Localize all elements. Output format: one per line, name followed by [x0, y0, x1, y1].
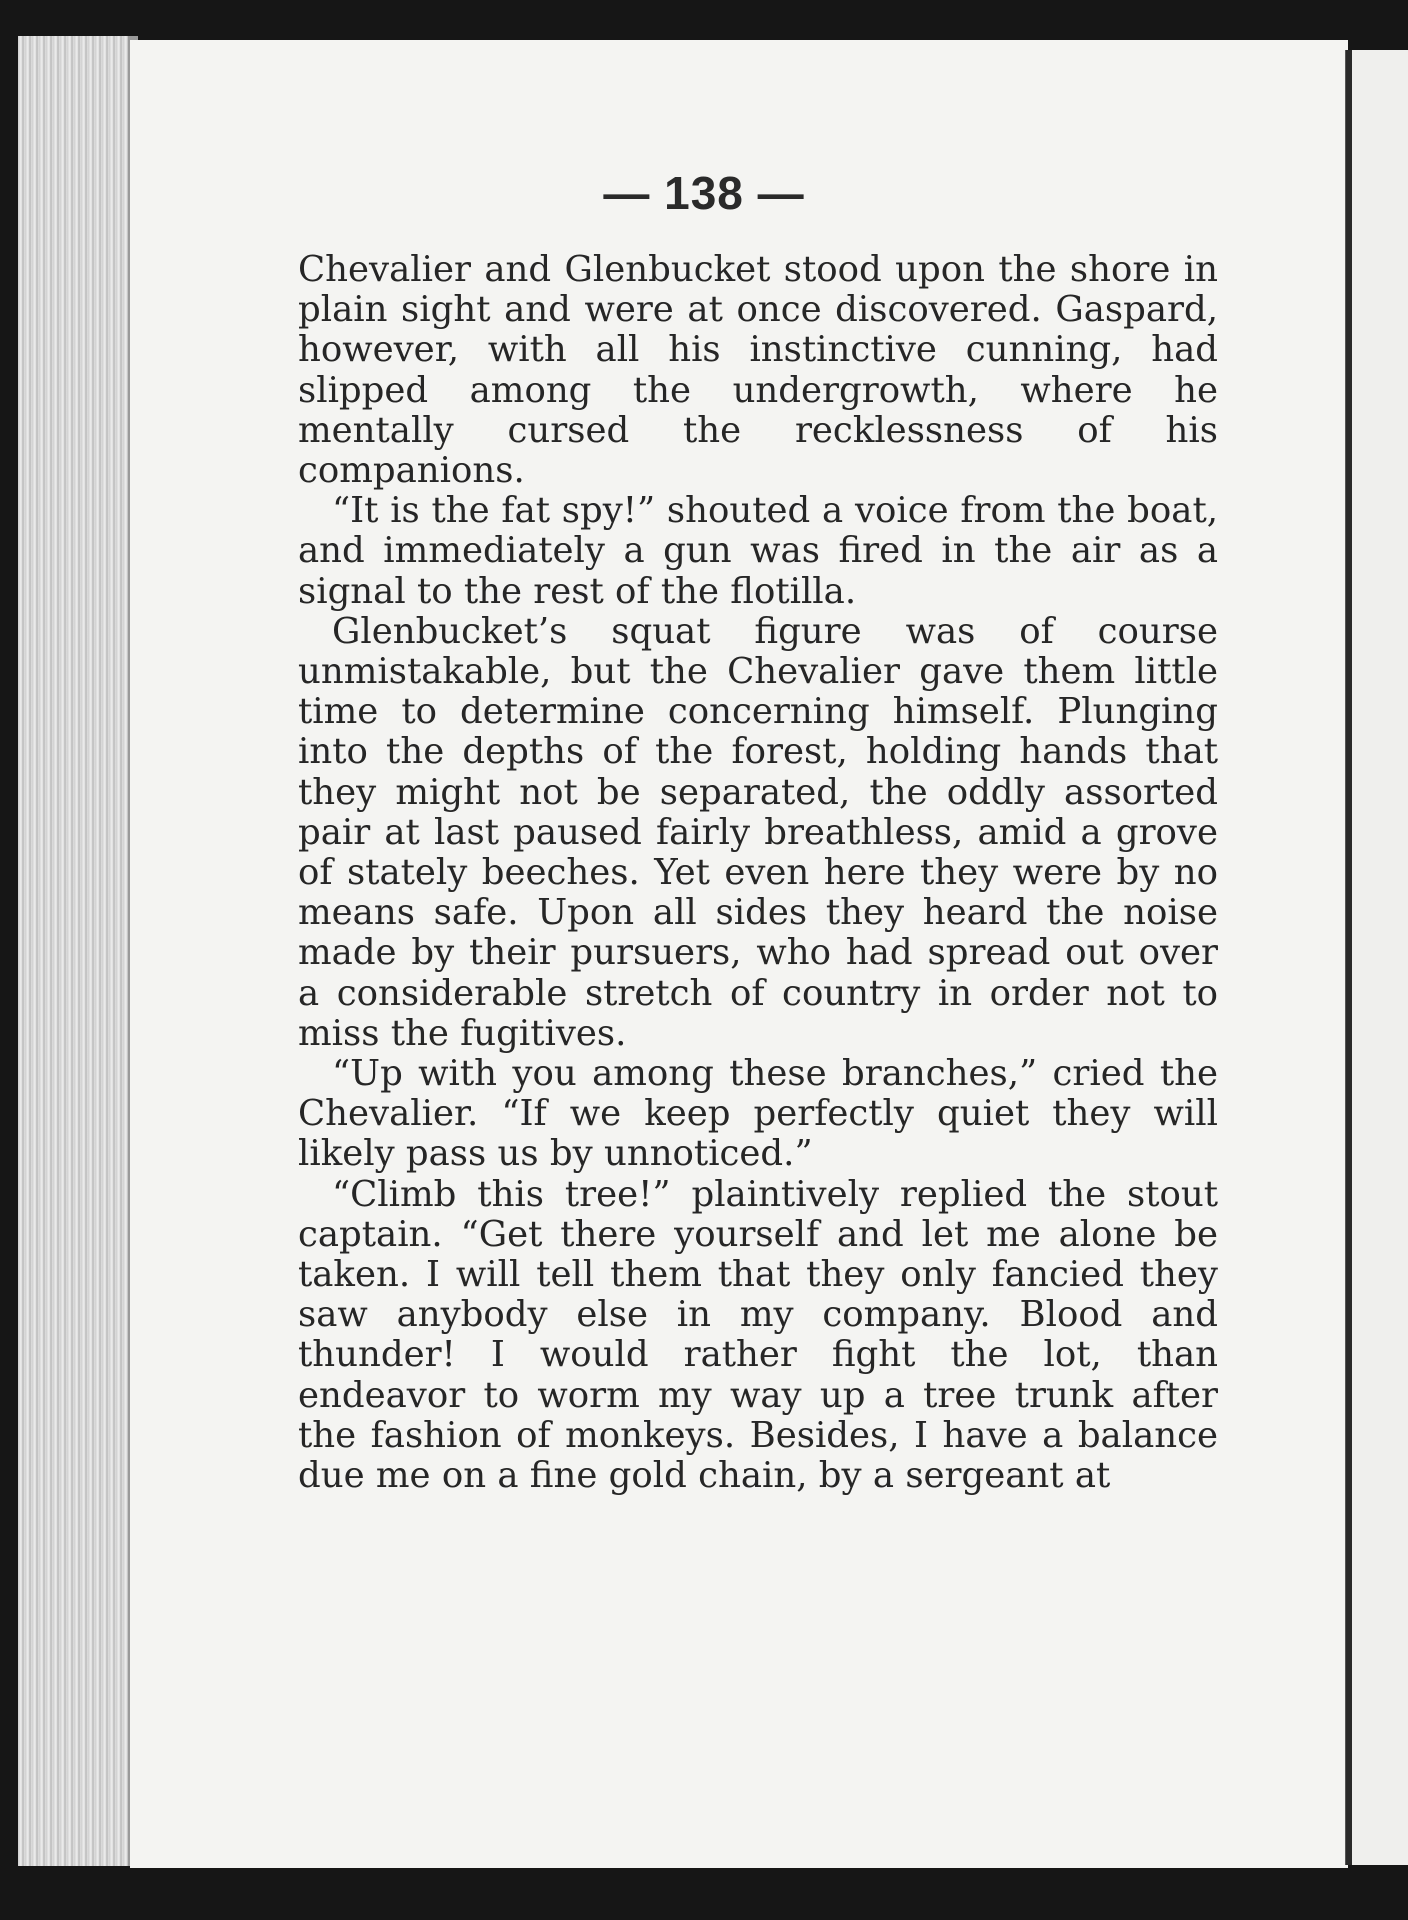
paragraph: Chevalier and Glenbucket stood upon the shore in plain sight and were at once discovered. Gaspard, however, with all his instinctive cunning, had slipped among the undergrowth, where he mentally cursed the recklessness of his companions.	[298, 249, 1218, 492]
page-gutter-shadow	[1346, 50, 1352, 1865]
body-text	[298, 250, 1218, 1496]
paragraph: Glenbucket’s squat figure was of course unmistakable, but the Chevalier gave them little time to determine concerning himself. Plunging into the depths of the forest, holding hands that they might not be separated, the oddly assorted pair at last paused fairly breathless, amid a grove of stately beeches. Yet even here they were by no means safe. Upon all sides they heard the noise made by their pursuers, who had spread out over a considerable stretch of country in order not to miss the fugitives.	[298, 610, 1218, 1054]
page-number: — 138 —	[603, 167, 805, 219]
paragraph: “Climb this tree!” plaintively replied the stout captain. “Get there yourself and let me alone be taken. I will tell them that they only fancied they saw anybody else in my company. Blood and thunder! I would rather fight the lot, than endeavor to worm my way up a tree trunk after the fashion of monkeys. Besides, I have a balance due me on a fine gold chain, by a sergeant at	[298, 1173, 1218, 1497]
book-page-edges	[18, 36, 138, 1866]
paragraph: “It is the fat spy!” shouted a voice from the boat, and immediately a gun was fired in the air as a signal to the rest of the flotilla.	[298, 490, 1218, 612]
next-page-edge	[1345, 50, 1408, 1865]
paragraph: “Up with you among these branches,” cried the Chevalier. “If we keep perfectly quiet they will likely pass us by unnoticed.”	[298, 1053, 1218, 1175]
